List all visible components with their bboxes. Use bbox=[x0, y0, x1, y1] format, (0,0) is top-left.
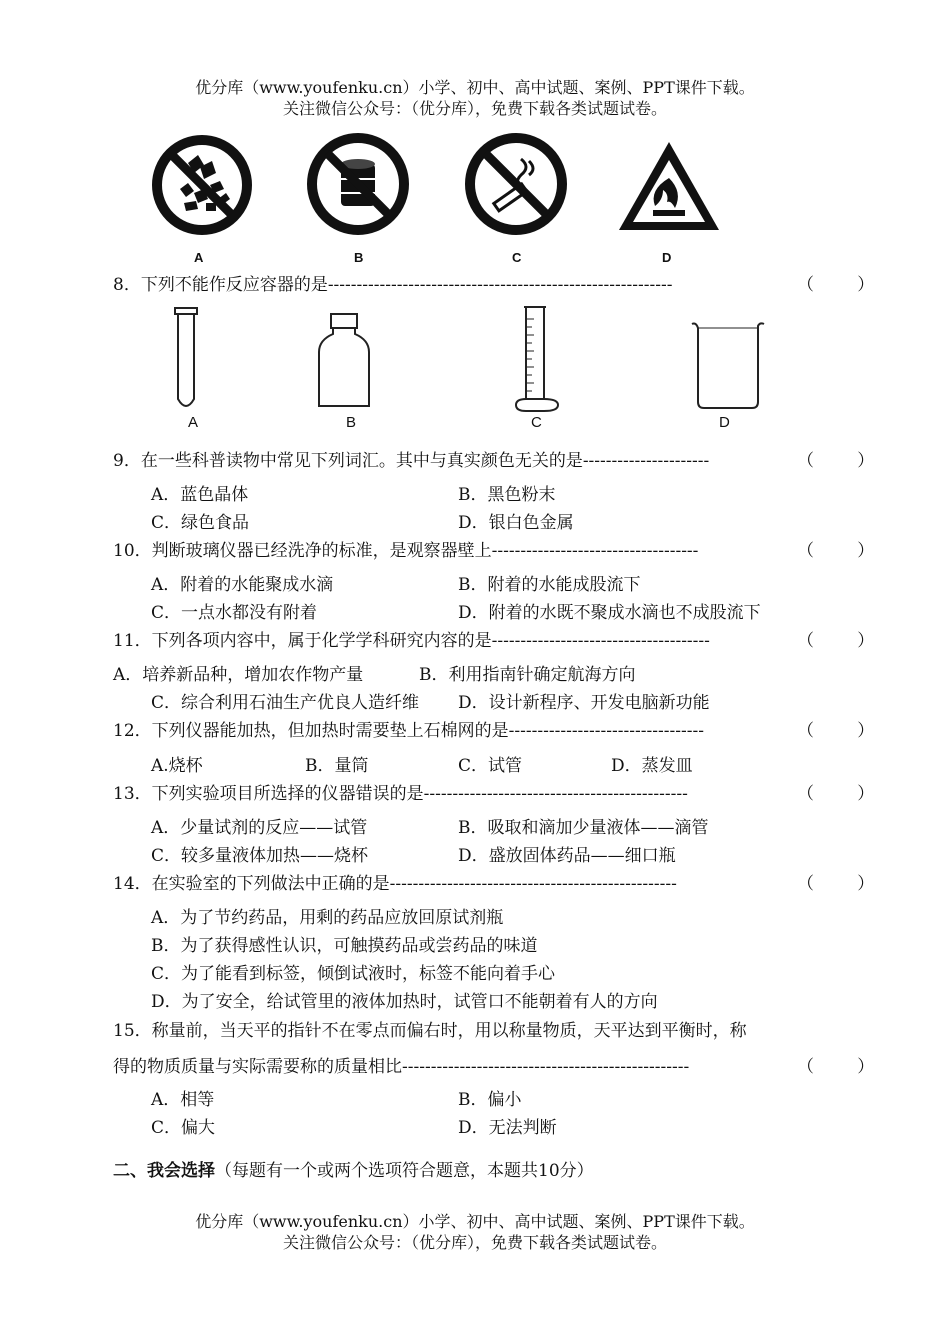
wide-mouth-bottle-icon bbox=[315, 312, 373, 410]
option-9a[interactable]: A．蓝色晶体 bbox=[151, 485, 249, 505]
option-11a[interactable]: A．培养新品种，增加农作物产量 bbox=[113, 665, 364, 685]
sign-label-b: B bbox=[354, 250, 364, 265]
option-9c[interactable]: C．绿色食品 bbox=[151, 513, 250, 533]
apparatus-label-b: B bbox=[346, 414, 357, 431]
question-11-stem: 11．下列各项内容中，属于化学学科研究内容的是-------------------------------------- bbox=[113, 631, 710, 651]
option-11b[interactable]: B．利用指南针确定航海方向 bbox=[419, 665, 636, 685]
option-15c[interactable]: C．偏大 bbox=[151, 1118, 216, 1138]
apparatus-label-d: D bbox=[719, 414, 730, 431]
option-13b[interactable]: B．吸取和滴加少量液体——滴管 bbox=[458, 818, 709, 838]
option-15b[interactable]: B．偏小 bbox=[458, 1090, 522, 1110]
beaker-icon bbox=[690, 320, 766, 412]
option-12b[interactable]: B．量筒 bbox=[305, 756, 369, 776]
option-11d[interactable]: D．设计新程序、开发电脑新功能 bbox=[458, 693, 710, 713]
option-12d[interactable]: D．蒸发皿 bbox=[611, 756, 693, 776]
apparatus-label-a: A bbox=[188, 414, 199, 431]
option-13d[interactable]: D．盛放固体药品——细口瓶 bbox=[458, 846, 676, 866]
option-9d[interactable]: D．银白色金属 bbox=[458, 513, 574, 533]
option-14a[interactable]: A．为了节约药品，用剩的药品应放回原试剂瓶 bbox=[151, 908, 504, 928]
question-8-stem: 8．下列不能作反应容器的是------------------------------------------------------------ bbox=[113, 275, 673, 295]
no-barrel-icon bbox=[305, 131, 411, 237]
question-12-stem: 12．下列仪器能加热，但加热时需要垫上石棉网的是---------------------------------- bbox=[113, 721, 704, 741]
option-10c[interactable]: C．一点水都没有附着 bbox=[151, 603, 318, 623]
option-10a[interactable]: A．附着的水能聚成水滴 bbox=[151, 575, 334, 595]
header-line-2: 关注微信公众号：（优分库），免费下载各类试题试卷。 bbox=[282, 99, 667, 118]
answer-paren[interactable]: （ ） bbox=[797, 1057, 875, 1077]
answer-paren[interactable]: （ ） bbox=[797, 541, 875, 561]
option-15d[interactable]: D．无法判断 bbox=[458, 1118, 557, 1138]
sign-label-d: D bbox=[662, 250, 672, 265]
footer-line-2: 关注微信公众号：（优分库），免费下载各类试题试卷。 bbox=[282, 1233, 667, 1252]
question-15-stem-cont: 得的物质质量与实际需要称的质量相比-------------------------------------------------- bbox=[113, 1057, 690, 1077]
graduated-cylinder-icon bbox=[514, 305, 560, 413]
option-12a[interactable]: A.烧杯 bbox=[151, 756, 203, 776]
option-10d[interactable]: D．附着的水既不聚成水滴也不成股流下 bbox=[458, 603, 761, 623]
answer-paren[interactable]: （ ） bbox=[797, 874, 875, 894]
section-2-note: （每题有一个或两个选项符合题意，本题共10分） bbox=[215, 1161, 594, 1181]
test-tube-icon bbox=[172, 307, 200, 413]
option-10b[interactable]: B．附着的水能成股流下 bbox=[458, 575, 641, 595]
question-14-stem: 14．在实验室的下列做法中正确的是-------------------------------------------------- bbox=[113, 874, 677, 894]
section-2-title: 二、我会选择 bbox=[113, 1161, 215, 1181]
question-9-stem: 9．在一些科普读物中常见下列词汇。其中与真实颜色无关的是---------------------- bbox=[113, 451, 710, 471]
option-11c[interactable]: C．综合利用石油生产优良人造纤维 bbox=[151, 693, 420, 713]
option-9b[interactable]: B．黑色粉末 bbox=[458, 485, 556, 505]
no-fireworks-icon bbox=[150, 133, 254, 237]
question-15-stem: 15．称量前，当天平的指针不在零点而偏右时，用以称量物质，天平达到平衡时，称 bbox=[113, 1021, 747, 1041]
option-14d[interactable]: D．为了安全，给试管里的液体加热时，试管口不能朝着有人的方向 bbox=[151, 992, 658, 1012]
flammable-warning-icon bbox=[615, 138, 723, 236]
question-10-stem: 10．判断玻璃仪器已经洗净的标准，是观察器壁上------------------------------------ bbox=[113, 541, 699, 561]
sign-label-a: A bbox=[194, 250, 204, 265]
answer-paren[interactable]: （ ） bbox=[797, 275, 875, 295]
answer-paren[interactable]: （ ） bbox=[797, 721, 875, 741]
sign-label-c: C bbox=[512, 250, 522, 265]
option-13a[interactable]: A．少量试剂的反应——试管 bbox=[151, 818, 368, 838]
option-13c[interactable]: C．较多量液体加热——烧杯 bbox=[151, 846, 369, 866]
header-line-1: 优分库（www.youfenku.cn）小学、初中、高中试题、案例、PPT课件下载。 bbox=[195, 78, 755, 97]
question-13-stem: 13．下列实验项目所选择的仪器错误的是---------------------------------------------- bbox=[113, 784, 688, 804]
apparatus-label-c: C bbox=[531, 414, 542, 431]
no-smoking-icon bbox=[463, 131, 569, 237]
answer-paren[interactable]: （ ） bbox=[797, 631, 875, 651]
option-14b[interactable]: B．为了获得感性认识，可触摸药品或尝药品的味道 bbox=[151, 936, 538, 956]
answer-paren[interactable]: （ ） bbox=[797, 451, 875, 471]
option-12c[interactable]: C．试管 bbox=[458, 756, 523, 776]
option-15a[interactable]: A．相等 bbox=[151, 1090, 215, 1110]
option-14c[interactable]: C．为了能看到标签，倾倒试液时，标签不能向着手心 bbox=[151, 964, 556, 984]
footer-line-1: 优分库（www.youfenku.cn）小学、初中、高中试题、案例、PPT课件下载。 bbox=[195, 1212, 755, 1231]
section-2-heading bbox=[113, 1156, 594, 1181]
answer-paren[interactable]: （ ） bbox=[797, 784, 875, 804]
